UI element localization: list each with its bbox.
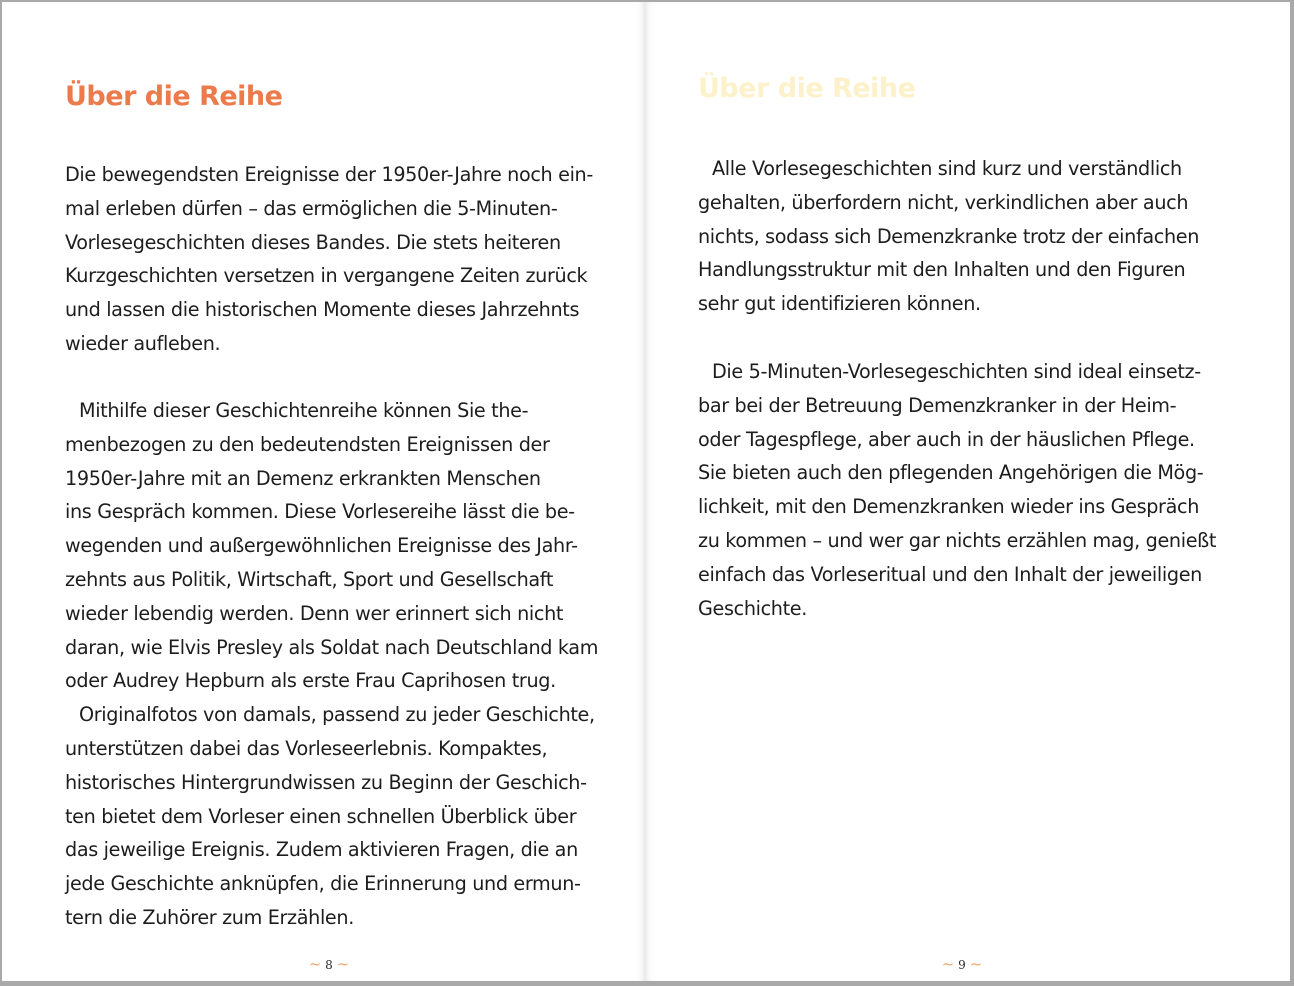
- page-number-left: [279, 954, 379, 975]
- text-line: Geschichte.: [698, 596, 807, 620]
- text-line: ten bietet dem Vorleser einen schnellen Überblick über: [65, 804, 577, 828]
- text-line: Originalfotos von damals, passend zu jeder Geschichte,: [79, 703, 595, 727]
- folio-tilde: ~: [308, 955, 322, 973]
- text-line: zehnts aus Politik, Wirtschaft, Sport und Gesellschaft: [65, 567, 554, 591]
- text-line: bar bei der Betreuung Demenzkranker in der Heim-: [698, 393, 1177, 417]
- text-line: Kurzgeschichten versetzen in vergangene Zeiten zurück: [65, 264, 588, 288]
- folio-tilde: ~: [941, 955, 955, 973]
- text-line: zu kommen – und wer gar nichts erzählen mag, genießt: [698, 528, 1217, 552]
- text-line: menbezogen zu den bedeutendsten Ereignissen der: [65, 432, 550, 456]
- text-line: Die bewegendsten Ereignisse der 1950er-Jahre noch ein-: [65, 163, 593, 186]
- text-line: nichts, sodass sich Demenzkranke trotz der einfachen: [698, 224, 1200, 248]
- text-line: Handlungsstruktur mit den Inhalten und den Figuren: [698, 258, 1186, 282]
- text-line: Die 5-Minuten-Vorlesegeschichten sind ideal einsetz-: [712, 360, 1201, 383]
- text-line: wegenden und außergewöhnlichen Ereignisse des Jahr-: [65, 534, 578, 558]
- text-line: mal erleben dürfen – das ermöglichen die 5-Minuten-: [65, 196, 558, 220]
- page-number: 9: [958, 958, 966, 972]
- folio-tilde: ~: [969, 955, 983, 973]
- text-line: gehalten, überfordern nicht, verkindlichen aber auch: [698, 190, 1189, 214]
- folio-tilde: ~: [336, 955, 350, 973]
- text-line: ins Gespräch kommen. Diese Vorlesereihe lässt die be-: [65, 500, 575, 524]
- right-paragraph-2: [698, 355, 1246, 625]
- text-line: wieder lebendig werden. Denn wer erinnert sich nicht: [65, 601, 564, 625]
- left-paragraph-2: [65, 394, 610, 935]
- text-line: oder Tagespflege, aber auch in der häuslichen Pflege.: [698, 427, 1195, 451]
- text-line: daran, wie Elvis Presley als Soldat nach Deutschland kam: [65, 635, 599, 659]
- text-line: lichkeit, mit den Demenzkranken wieder ins Gespräch: [698, 495, 1200, 519]
- page-number: 8: [325, 958, 333, 972]
- right-paragraph-1: [698, 152, 1246, 321]
- right-page: [645, 2, 1290, 981]
- text-line: oder Audrey Hepburn als erste Frau Caprihosen trug.: [65, 669, 556, 693]
- left-page: [2, 2, 645, 981]
- text-line: 1950er-Jahre mit an Demenz erkrankten Menschen: [65, 466, 541, 490]
- left-page-heading: Über die Reihe: [65, 81, 283, 112]
- left-paragraph-1: [65, 158, 610, 361]
- text-line: unterstützen dabei das Vorleseerlebnis. Kompaktes,: [65, 736, 548, 760]
- text-line: historisches Hintergrundwissen zu Beginn der Geschich-: [65, 770, 587, 794]
- text-line: jede Geschichte anknüpfen, die Erinnerung und ermun-: [65, 872, 581, 896]
- text-line: Sie bieten auch den pflegenden Angehörigen die Mög-: [698, 461, 1204, 485]
- page-number-right: [912, 954, 1012, 975]
- text-line: sehr gut identifizieren können.: [698, 292, 981, 316]
- text-line: tern die Zuhörer zum Erzählen.: [65, 905, 354, 929]
- text-line: das jeweilige Ereignis. Zudem aktivieren Fragen, die an: [65, 838, 578, 862]
- text-line: wieder aufleben.: [65, 331, 221, 355]
- right-page-heading: Über die Reihe: [698, 73, 916, 104]
- text-line: Alle Vorlesegeschichten sind kurz und verständlich: [712, 157, 1182, 180]
- text-line: Mithilfe dieser Geschichtenreihe können Sie the-: [79, 399, 529, 422]
- text-line: und lassen die historischen Momente dieses Jahrzehnts: [65, 298, 580, 322]
- text-line: einfach das Vorleseritual und den Inhalt der jeweiligen: [698, 562, 1202, 586]
- text-line: Vorlesegeschichten dieses Bandes. Die stets heiteren: [65, 230, 561, 254]
